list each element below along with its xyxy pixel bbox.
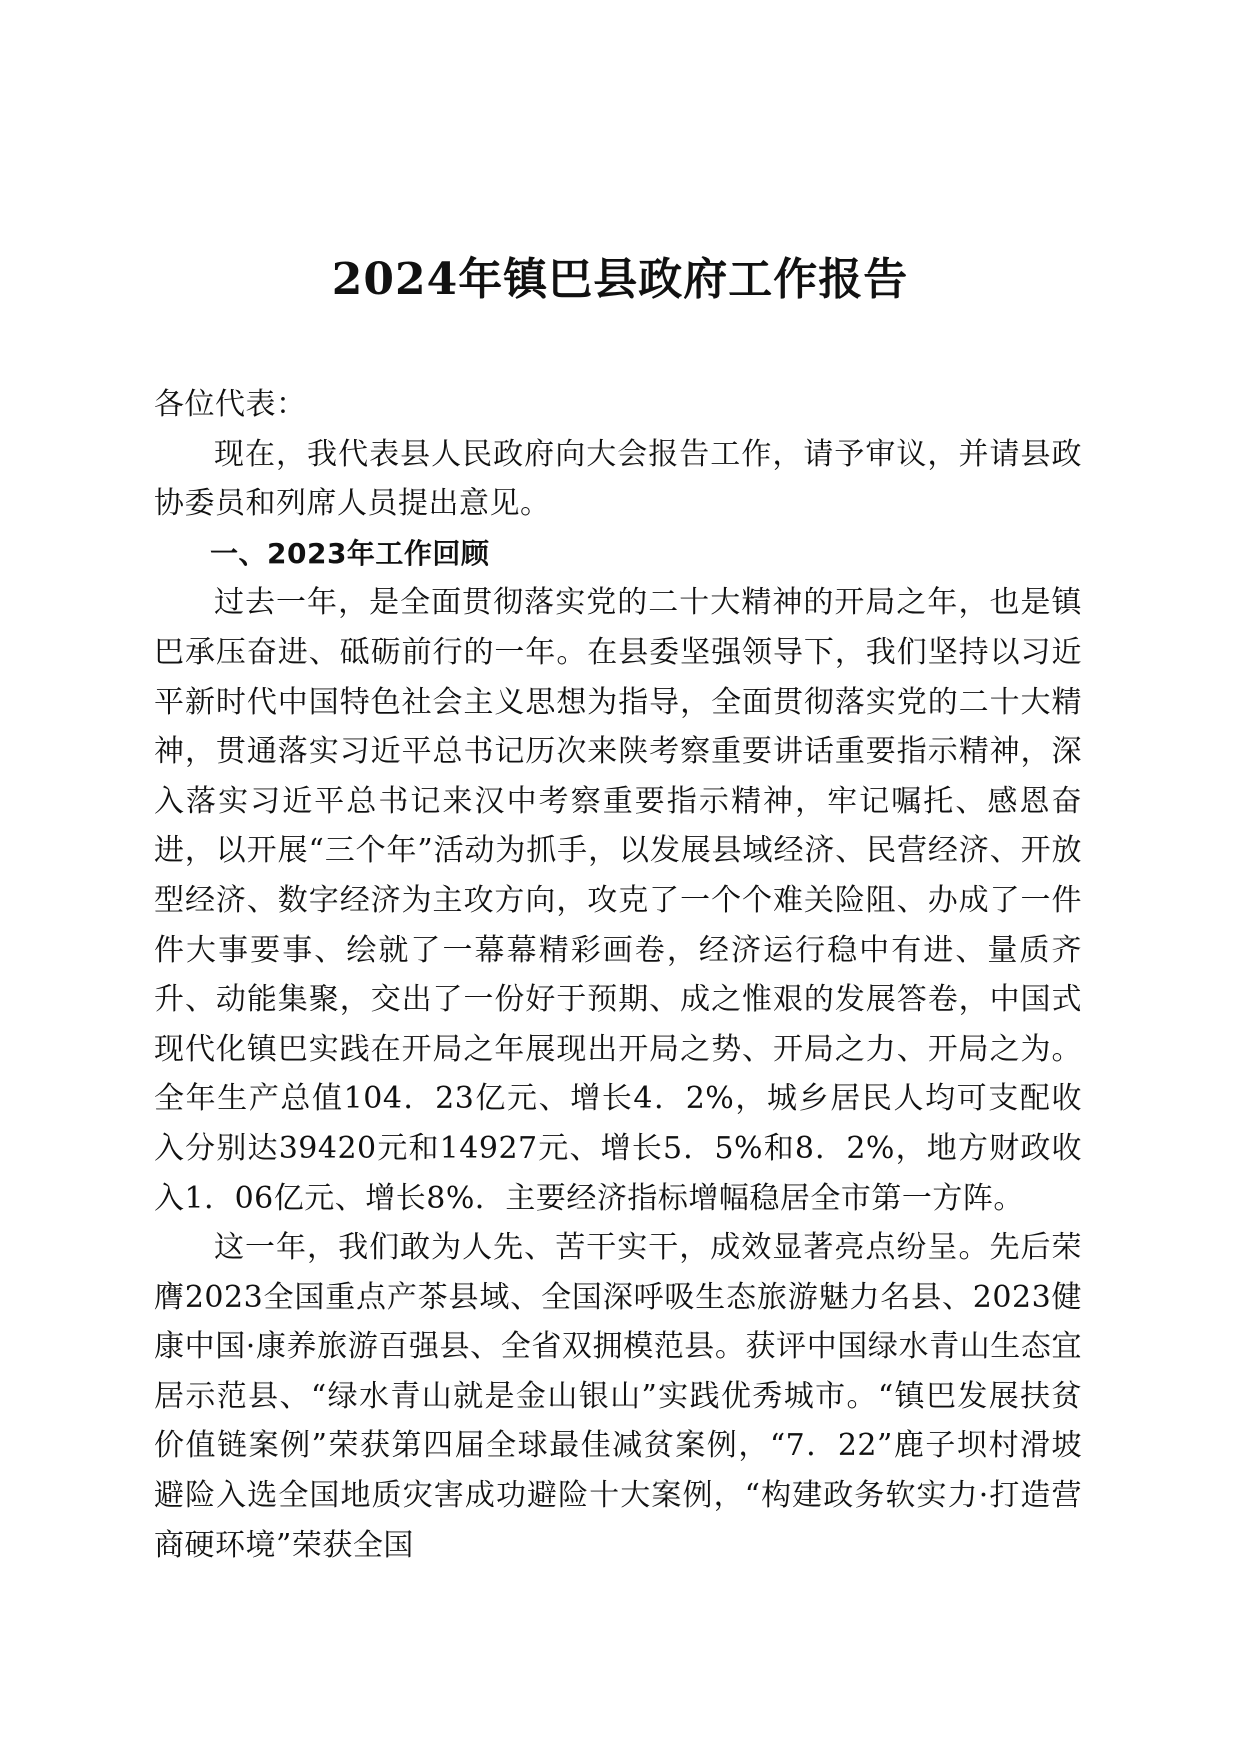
document-title: 2024年镇巴县政府工作报告 bbox=[331, 254, 909, 305]
salutation: 各位代表： bbox=[154, 387, 307, 422]
section-heading: 一、2023年工作回顾 bbox=[210, 536, 490, 570]
intro-paragraph: 现在，我代表县人民政府向大会报告工作，请予审议，并请县政协委员和列席人员提出意见。 bbox=[154, 436, 1082, 522]
document-body bbox=[154, 380, 1082, 1570]
body-paragraph-1: 过去一年，是全面贯彻落实党的二十大精神的开局之年，也是镇巴承压奋进、砥砺前行的一年。在县委坚强领导下，我们坚持以习近平新时代中国特色社会主义思想为指导，全面贯彻落实党的二十大精神，贯通落实习近平总书记历次来陕考察重要讲话重要指示精神，深入落实习近平总书记来汉中考察重要指示精神，牢记嘱托、感恩奋进，以开展“三个年”活动为抓手，以发展县域经济、民营经济、开放型经济、数字经济为主攻方向，攻克了一个个难关险阻、办成了一件件大事要事、绘就了一幕幕精彩画卷，经济运行稳中有进、量质齐升、动能集聚，交出了一份好于预期、成之惟艰的发展答卷，中国式现代化镇巴实践在开局之年展现出开局之势、开局之力、开局之为。全年生产总值104．23亿元、增长4．2%，城乡居民人均可支配收入分别达39420元和14927元、增长5．5%和8．2%，地方财政收入1．06亿元、增长8%．主要经济指标增幅稳居全市第一方阵。 bbox=[154, 585, 1082, 1216]
body-paragraph-2: 这一年，我们敢为人先、苦干实干，成效显著亮点纷呈。先后荣膺2023全国重点产茶县域、全国深呼吸生态旅游魅力名县、2023健康中国·康养旅游百强县、全省双拥模范县。获评中国绿水青山生态宜居示范县、“绿水青山就是金山银山”实践优秀城市。“镇巴发展扶贫价值链案例”荣获第四届全球最佳减贫案例，“7．22”鹿子坝村滑坡避险入选全国地质灾害成功避险十大案例，“构建政务软实力·打造营商硬环境”荣获全国 bbox=[154, 1230, 1082, 1563]
